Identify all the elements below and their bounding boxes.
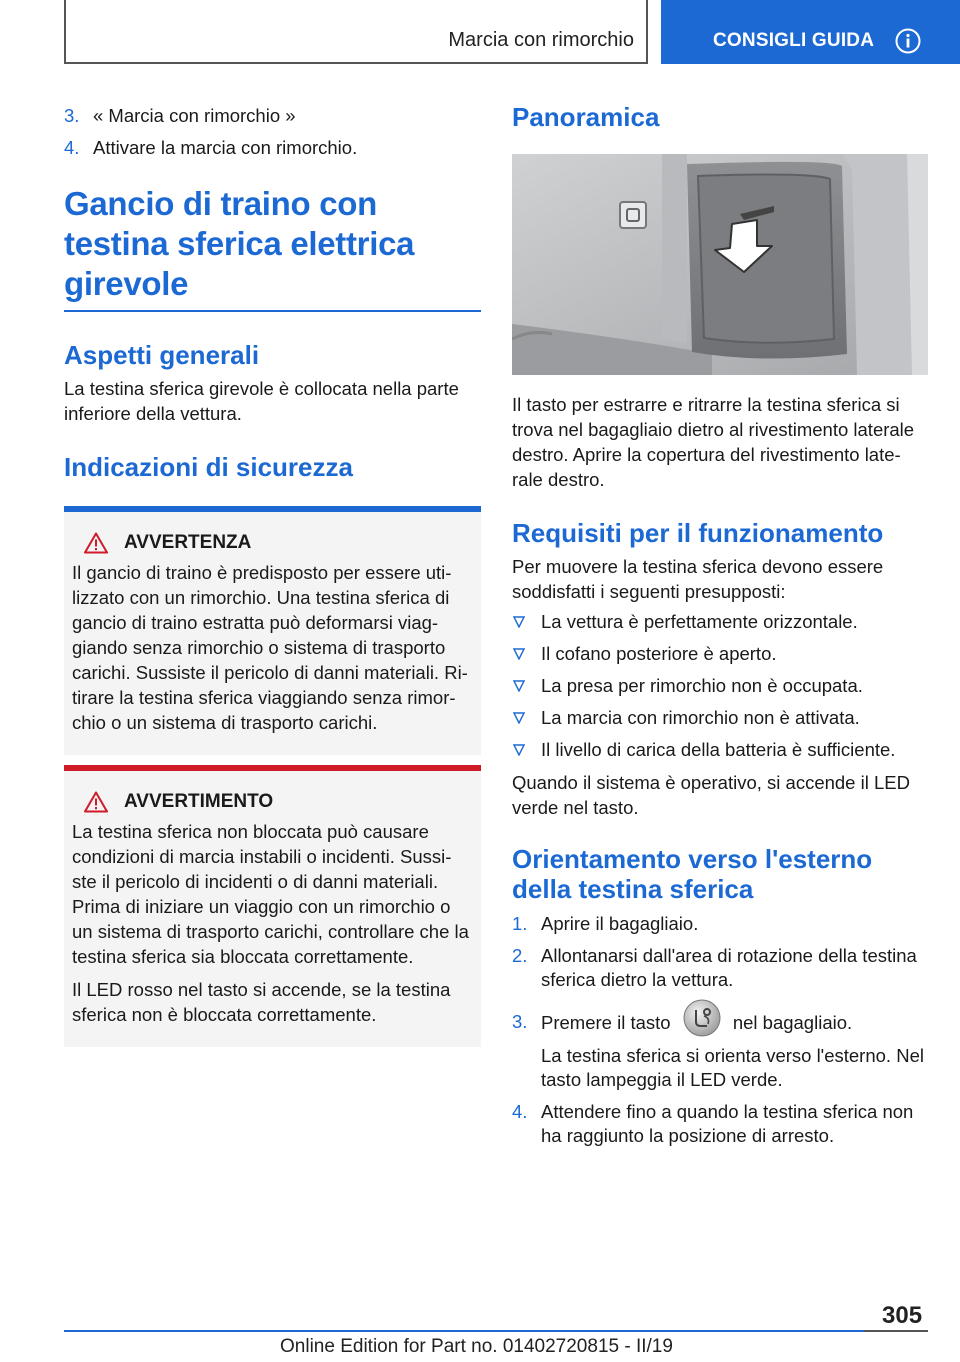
footer-divider-end bbox=[864, 1330, 928, 1332]
caution-title: AVVERTIMENTO bbox=[124, 791, 274, 812]
caution-led-text: Il LED rosso nel tasto si accende, se la testina sferica non è bloccata correttamente. bbox=[72, 979, 451, 1025]
info-icon[interactable] bbox=[895, 28, 921, 54]
caution-box bbox=[64, 765, 481, 1047]
requirements-heading: Requisiti per il funzionamento bbox=[512, 518, 884, 548]
right-column bbox=[512, 102, 928, 1156]
safety-heading: Indicazioni di sicurezza bbox=[64, 452, 353, 482]
warning-text: Il gancio di traino è predisposto per essere uti-lizzato con un rimorchio. Una testina sferica di gancio di traino estratta può deformarsi viag-giando senza rimorchio o sistema di trasporto carichi. Sussiste il pericolo di danni materiali. Ri-tirare la testina sferica viaggiando senza rimor-chio o un sistema di trasporto carichi. bbox=[72, 562, 468, 733]
step-text: Attendere fino a quando la testina sferica non ha raggiunto la posizione di arresto. bbox=[541, 1101, 914, 1146]
step-number: 4. bbox=[512, 1101, 528, 1122]
requirement-text: La presa per rimorchio non è occupata. bbox=[541, 675, 863, 696]
requirements-list bbox=[512, 610, 928, 762]
warning-title: AVVERTENZA bbox=[124, 532, 252, 553]
list-item bbox=[512, 1100, 928, 1148]
bullet-triangle-icon bbox=[513, 616, 525, 628]
step-number: 1. bbox=[512, 913, 528, 934]
caution-text: La testina sferica non bloccata può causare condizioni di marcia instabili o incidenti. Sussi-ste il pericolo di incidenti o di danni materiali. Prima di iniziare un viaggio con un rimorchio o un sistema di trasporto carichi, controllare che la testina sferica sia bloccata correttamente. bbox=[72, 821, 469, 967]
list-item bbox=[512, 642, 928, 666]
requirements-outro: Quando il sistema è operativo, si accende il LED verde nel tasto. bbox=[512, 772, 910, 818]
header-chapter-label: CONSIGLI GUIDA bbox=[713, 30, 875, 51]
requirement-text: Il livello di carica della batteria è sufficiente. bbox=[541, 739, 896, 760]
warning-box bbox=[64, 506, 481, 755]
general-text: La testina sferica girevole è collocata nella parte inferiore della vettura. bbox=[64, 378, 459, 424]
overview-heading: Panoramica bbox=[512, 102, 660, 132]
step-number: 3. bbox=[512, 1011, 528, 1032]
left-column bbox=[64, 104, 481, 1047]
list-item bbox=[64, 104, 481, 128]
list-item bbox=[512, 706, 928, 730]
orientation-steps-list bbox=[512, 912, 928, 1148]
step-text: Attivare la marcia con rimorchio. bbox=[93, 137, 358, 158]
footer-divider bbox=[64, 1330, 928, 1332]
header-section-title: Marcia con rimorchio bbox=[448, 29, 634, 51]
page-title: Gancio di traino con testina sferica elettrica girevole bbox=[64, 184, 481, 312]
step-text-before: Premere il tasto bbox=[541, 1011, 671, 1033]
step-number: 4. bbox=[64, 137, 80, 158]
warning-triangle-icon bbox=[84, 791, 108, 813]
bullet-triangle-icon bbox=[513, 648, 525, 660]
top-steps-list bbox=[64, 104, 481, 160]
requirement-text: Il cofano posteriore è aperto. bbox=[541, 643, 777, 664]
warning-triangle-icon bbox=[84, 532, 108, 554]
step-text: « Marcia con rimorchio » bbox=[93, 105, 296, 126]
step-number: 3. bbox=[64, 105, 80, 126]
step-text-after: nel bagagliaio. bbox=[732, 1011, 853, 1033]
list-item bbox=[512, 944, 928, 992]
step-subtext: La testina sferica si orienta verso l'esterno. Nel tasto lampeggia il LED verde. bbox=[541, 1045, 924, 1090]
footer-edition: Online Edition for Part no. 01402720815 - II/19 bbox=[280, 1336, 673, 1357]
orientation-heading: Orientamento verso l'esterno della testina sferica bbox=[512, 844, 873, 904]
requirement-text: La vettura è perfettamente orizzontale. bbox=[541, 611, 858, 632]
list-item bbox=[512, 674, 928, 698]
step-text: Aprire il bagagliaio. bbox=[541, 913, 699, 934]
page-number: 305 bbox=[882, 1302, 923, 1329]
requirement-text: La marcia con rimorchio non è attivata. bbox=[541, 707, 860, 728]
bullet-triangle-icon bbox=[513, 744, 525, 756]
step-text: Allontanarsi dall'area di rotazione della testina sferica dietro la vettura. bbox=[541, 945, 917, 990]
list-item bbox=[512, 1010, 928, 1092]
luggage-compartment-photo bbox=[512, 154, 928, 375]
bullet-triangle-icon bbox=[513, 680, 525, 692]
towbar-button-icon bbox=[682, 998, 722, 1038]
general-heading: Aspetti generali bbox=[64, 340, 260, 370]
overview-text: Il tasto per estrarre e ritrarre la testina sferica si trova nel bagagliaio dietro al rivestimento laterale destro. Aprire la copertura del rivestimento late-rale destro. bbox=[512, 394, 915, 490]
list-item bbox=[512, 738, 928, 762]
list-item bbox=[64, 136, 481, 160]
header-chapter-tab[interactable] bbox=[661, 0, 960, 64]
requirements-intro: Per muovere la testina sferica devono essere soddisfatti i seguenti presupposti: bbox=[512, 556, 884, 602]
bullet-triangle-icon bbox=[513, 712, 525, 724]
step-number: 2. bbox=[512, 945, 528, 966]
list-item bbox=[512, 610, 928, 634]
header-section-box bbox=[64, 0, 648, 64]
list-item bbox=[512, 912, 928, 936]
